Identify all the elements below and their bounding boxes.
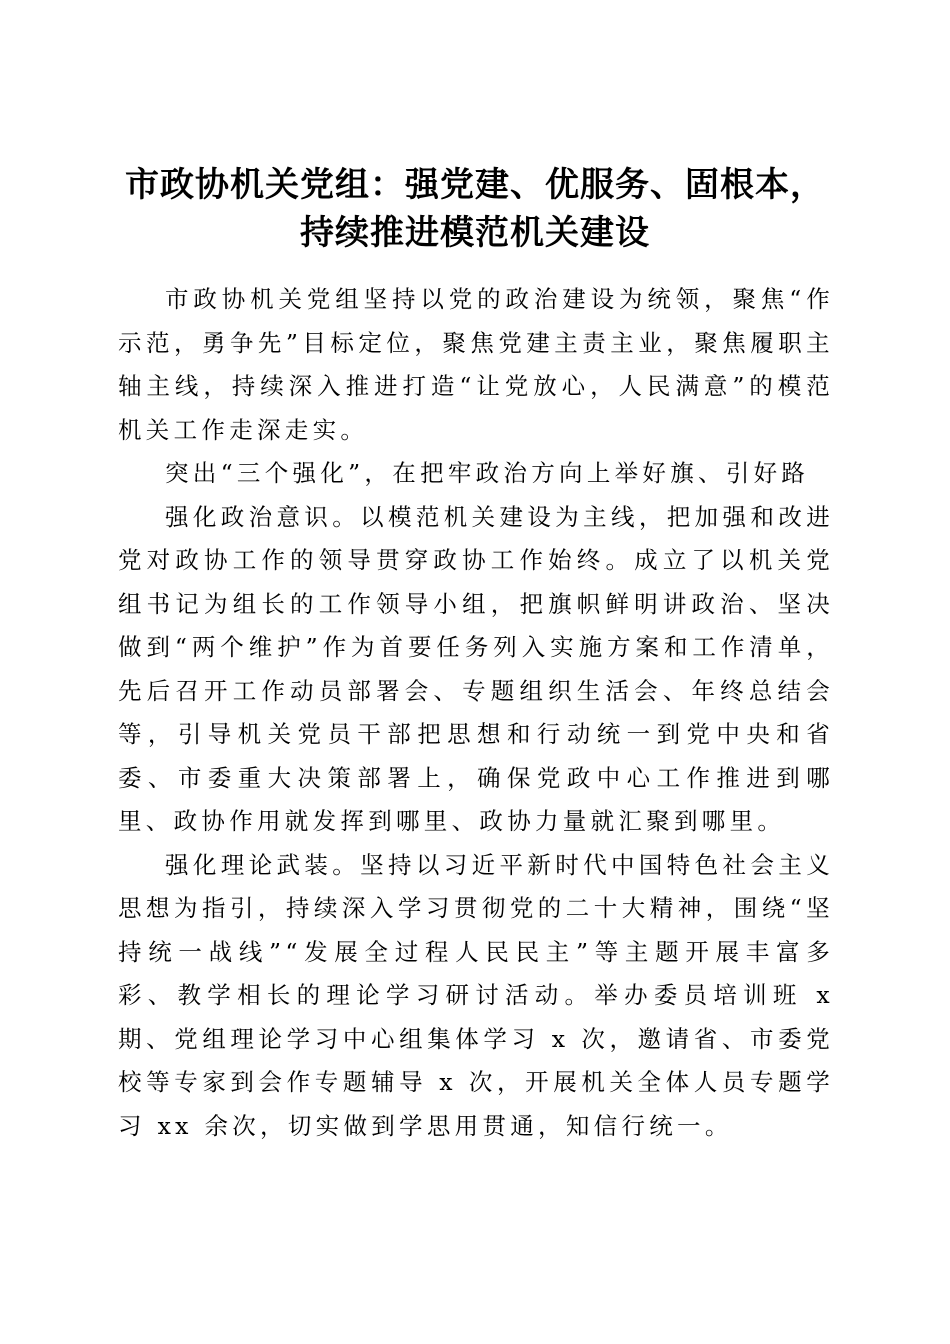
title-line-1: 市政协机关党组：强党建、优服务、固根本， xyxy=(125,164,825,205)
theory-study-paragraph: 强化理论武装。坚持以习近平新时代中国特色社会主义思想为指引，持续深入学习贯彻党的二十大精神，围绕“坚持统一战线”“发展全过程人民民主”等主题开展丰富多彩、教学相长的理论学习研讨活动。举办委员培训班 x 期、党组理论学习中心组集体学习 x 次，邀请省、市委党校等专家到会作专题辅导 x 次，开展机关全体人员专题学习 xx 余次，切实做到学思用贯通，知信行统一。 xyxy=(118,850,834,1140)
title-line-2: 持续推进模范机关建设 xyxy=(300,212,650,253)
section-heading: 突出“三个强化”，在把牢政治方向上举好旗、引好路 xyxy=(165,459,810,487)
document-title xyxy=(100,161,850,257)
political-awareness-paragraph: 强化政治意识。以模范机关建设为主线，把加强和改进党对政协工作的领导贯穿政协工作始终。成立了以机关党组书记为组长的工作领导小组，把旗帜鲜明讲政治、坚决做到“两个维护”作为首要任务列入实施方案和工作清单，先后召开工作动员部署会、专题组织生活会、年终总结会等，引导机关党员干部把思想和行动统一到党中央和省委、市委重大决策部署上，确保党政中心工作推进到哪里、政协作用就发挥到哪里、政协力量就汇聚到哪里。 xyxy=(118,502,834,835)
document-body xyxy=(118,278,834,1148)
intro-paragraph: 市政协机关党组坚持以党的政治建设为统领，聚焦“作示范，勇争先”目标定位，聚焦党建主责主业，聚焦履职主轴主线，持续深入推进打造“让党放心，人民满意”的模范机关工作走深走实。 xyxy=(118,285,834,444)
